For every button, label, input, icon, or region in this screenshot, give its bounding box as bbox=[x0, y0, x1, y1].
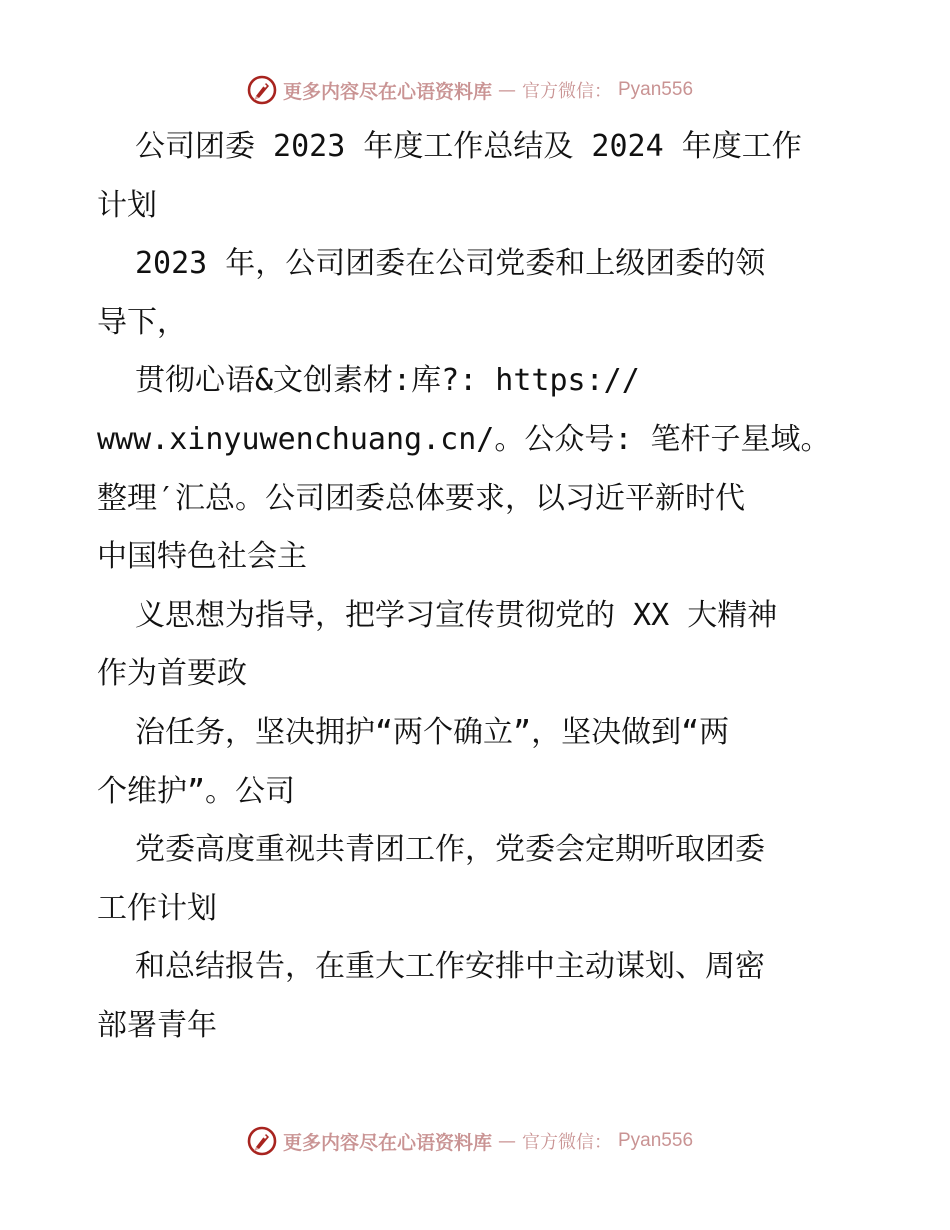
footer-wechat-label: 官方微信： bbox=[522, 1132, 612, 1153]
header-banner-text: 更多内容尽在心语资料库 bbox=[282, 80, 492, 103]
body-line: 作为首要政 bbox=[97, 656, 247, 692]
body-line: 工作计划 bbox=[97, 890, 217, 926]
body-line-title-2: 计划 bbox=[97, 187, 157, 223]
body-line-url: www.xinyuwenchuang.cn/。公众号: 笔杆子星域。 bbox=[97, 421, 831, 457]
header-wechat-label: 官方微信： bbox=[522, 81, 612, 102]
header-wechat-id: Pyan556 bbox=[618, 79, 694, 100]
footer-banner-content bbox=[247, 1126, 693, 1156]
body-line: 党委高度重视共青团工作，党委会定期听取团委 bbox=[135, 832, 765, 868]
body-line: 2023 年，公司团委在公司党委和上级团委的领 bbox=[135, 246, 766, 282]
footer-banner-text: 更多内容尽在心语资料库 bbox=[282, 1131, 492, 1154]
footer-banner-separator: — bbox=[498, 1130, 516, 1152]
header-banner-separator: — bbox=[498, 79, 516, 101]
body-line: 部署青年 bbox=[97, 1007, 217, 1043]
body-line: 义思想为指导，把学习宣传贯彻党的 XX 大精神 bbox=[135, 597, 778, 633]
footer-wechat-id: Pyan556 bbox=[618, 1130, 694, 1151]
document-body bbox=[97, 118, 857, 1056]
body-line: 贯彻心语&文创素材:库?: https:// bbox=[135, 363, 640, 399]
header-banner-content bbox=[247, 75, 693, 105]
pen-nib-logo-icon bbox=[247, 1126, 277, 1156]
footer-banner bbox=[0, 1121, 950, 1161]
header-banner bbox=[0, 70, 950, 110]
body-line: 导下， bbox=[97, 304, 187, 340]
body-line: 中国特色社会主 bbox=[97, 539, 307, 575]
pen-nib-logo-icon bbox=[247, 75, 277, 105]
body-line: 治任务，坚决拥护“两个确立”，坚决做到“两 bbox=[135, 714, 730, 750]
body-line: 整理′汇总。公司团委总体要求，以习近平新时代 bbox=[97, 480, 746, 516]
body-line: 个维护”。公司 bbox=[97, 773, 296, 809]
body-line-title-1: 公司团委 2023 年度工作总结及 2024 年度工作 bbox=[135, 129, 802, 164]
body-line: 和总结报告，在重大工作安排中主动谋划、周密 bbox=[135, 949, 765, 985]
